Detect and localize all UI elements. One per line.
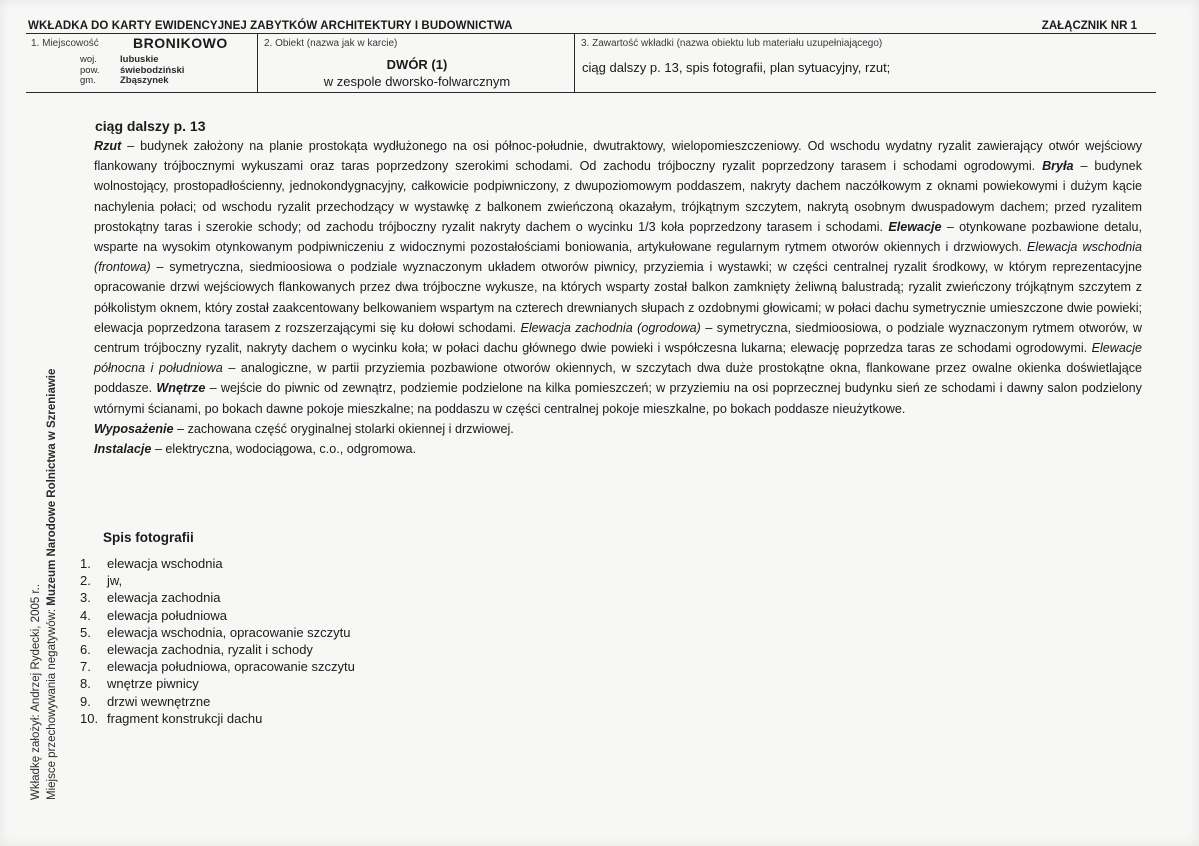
keyword-rzut: Rzut [94,139,122,153]
town-name: BRONIKOWO [133,35,228,51]
insert-contents: ciąg dalszy p. 13, spis fotografii, plan sytuacyjny, rzut; [582,60,891,75]
photo-list [80,555,355,727]
item-text: elewacja południowa, opracowanie szczytu [107,659,355,675]
text-west-elevation: – symetryczna, siedmioosiowa, o podziale wyznaczonym rytmem otworów, w centrum trójboczny ryzalit, nakryty dachem o wycinku koła; w połaci dachu głównego dwie powieki i współczesna lukarna; elewację poprzedza taras ze schodami ogrodowymi. [94,320,1142,356]
admin-key: gm. [80,75,96,86]
list-item [80,675,355,692]
item-number: 3. [80,590,91,606]
item-text: elewacja zachodnia, ryzalit i schody [107,642,313,658]
text-rzut: – budynek założony na planie prostokąta wydłużonego na osi północ-południe, dwutraktowy, wielopomieszczeniowy. Od wschodu wydatny ryzalit zawierający otwór wejściowy flankowany trójbocznymi wykuszami oraz taras poprzedzony szerokimi schodami. Od zachodu trójboczny ryzalit poprzedzony tarasem i schodami ogrodowymi. [94,139,1142,174]
item-text: jw, [107,573,123,589]
header-divider-1 [257,33,258,93]
keyword-instalacje: Instalacje [94,442,152,457]
admin-value: lubuskie [120,54,159,65]
item-number: 7. [80,659,91,675]
item-number: 2. [80,573,91,589]
negatives-location-note [46,369,58,800]
list-item [80,710,355,727]
admin-key: woj. [80,54,97,65]
equipment-paragraph [94,419,1142,439]
subheading-east-elevation: Elewacja wschodnia (frontowa) [94,240,1143,275]
header-bottom-rule [26,92,1156,93]
item-number: 1. [80,556,91,571]
admin-row-voivodeship [80,55,184,66]
object-name: DWÓR (1) [386,57,448,72]
list-item [80,607,355,624]
list-item [80,572,355,589]
item-number: 8. [80,676,91,692]
admin-row-commune [80,76,184,87]
section-heading: ciąg dalszy p. 13 [95,118,206,134]
admin-units [80,55,184,87]
negatives-label: Miejsce przechowywania negatywów: [46,605,58,800]
field-2-label: 2. Obiekt (nazwa jak w karcie) [264,38,398,49]
header-divider-2 [574,33,575,93]
text-wyposazenie: – zachowana część oryginalnej stolarki okiennej i drzwiowej. [173,421,514,436]
negatives-location: Muzeum Narodowe Rolnictwa w Szreniawie [46,368,58,606]
main-paragraph [94,136,1142,419]
text-wnetrze: – wejście do piwnic od zewnątrz, podziemie podzielone na kilka pomieszczeń; w przyziemiu na osi poprzecznej budynku sień ze schodami i dawny salon podzielony wtórnymi ścianami, po bokach dawne pokoje mieszkalne; na poddaszu w części centralnej pokoje mieszkalne, po bokach poddasze nieużytkowe. [94,381,1142,416]
author-note: Wkładkę założył: Andrzej Rydecki, 2005 r.. [30,583,42,800]
item-text: elewacja zachodnia [107,590,221,606]
list-item [80,589,355,606]
list-item [80,658,355,675]
installations-paragraph [94,439,1142,459]
list-item [80,641,355,658]
item-number: 10. [80,710,99,726]
keyword-elewacje: Elewacje [888,219,942,234]
header-top-rule [26,33,1156,34]
object-subtitle: w zespole dworsko-folwarcznym [323,74,511,89]
photo-list-heading: Spis fotografii [103,530,194,545]
item-number: 6. [80,642,91,658]
item-text: elewacja wschodnia [107,556,223,571]
field-1-label: 1. Miejscowość [31,38,99,49]
item-text: elewacja wschodnia, opracowanie szczytu [107,624,351,640]
text-elewacje: – otynkowane pozbawione detalu, wsparte na wysokim otynkowanym podpiwniczeniu z widocznymi pozostałościami boniowania, artykułowane regularnym rytmem otworów okiennych i drzwiowych. [94,219,1142,255]
keyword-wnetrze: Wnętrze [156,381,206,396]
description-body [94,136,1142,459]
subheading-north-south-elevations: Elewacje północna i południowa [94,341,1142,376]
admin-value: Zbąszynek [120,75,169,86]
keyword-wyposazenie: Wyposażenie [94,421,174,436]
admin-key: pow. [80,64,100,76]
item-number: 4. [80,607,91,623]
text-north-south-elevations: – analogiczne, w partii przyziemia pozbawione otworów okiennych, w szczytach dwa duże prostokątne okna, flankowane przez owalne okienka doświetlające poddasze. [94,361,1142,396]
text-bryla: – budynek wolnostojący, prostopadłościenny, jednokondygnacyjny, całkowicie podpiwniczony, z dwupoziomowym poddaszem, nakryty dachem naczółkowym z oknami powiekowymi i dużym kącie nachylenia połaci; od wschodu ryzalit przechodzący w wystawkę z balkonem zwieńczoną okazałym, trójkątnym szczytem, nakrytą osobnym dwuspadowym dachem; przed ryzalitem prostokątny taras i szerokie schody; od zachodu trójboczny ryzalit nakryty dachem o wycinku 1/3 koła poprzedzony tarasem i schodami. [94,159,1142,234]
subheading-west-elevation: Elewacja zachodnia (ogrodowa) [520,320,701,335]
item-number: 5. [80,624,91,640]
form-title: WKŁADKA DO KARTY EWIDENCYJNEJ ZABYTKÓW ARCHITEKTURY I BUDOWNICTWA [28,20,513,32]
admin-value: świebodziński [120,64,185,76]
field-3-label: 3. Zawartość wkładki (nazwa obiektu lub materiału uzupełniającego) [581,38,883,49]
item-text: fragment konstrukcji dachu [107,710,263,726]
annex-number: ZAŁĄCZNIK NR 1 [1041,20,1137,32]
list-item [80,624,355,641]
keyword-bryla: Bryła [1042,159,1074,174]
text-instalacje: – elektryczna, wodociągowa, c.o., odgromowa. [151,442,417,457]
list-item [80,693,355,710]
item-number: 9. [80,693,91,709]
text-east-elevation: – symetryczna, siedmioosiowa o podziale wyznaczonym układem otworów piwnicy, przyziemia i wystawki; w części centralnej ryzalit środkowy, w którym reprezentacyjne opracowanie drzwi wejściowych flankowanych przez dwa trójboczne wykusze, na których wsparty został balkon zamknięty żeliwną balustradą; ryzalit zwieńczony trójkątnym szczytem z półkolistym oknem, który został zaakcentowany belkowaniem wspartym na czterech drewnianych słupach z ozdobnymi głowicami; w połaci dachu symetrycznie umieszczone dwie powieki; elewacja poprzedzona tarasem z rozszerzającymi się ku dołowi schodami. [94,260,1142,335]
item-text: wnętrze piwnicy [107,676,199,692]
item-text: elewacja południowa [107,607,227,623]
list-item [80,555,355,572]
item-text: drzwi wewnętrzne [107,693,211,709]
